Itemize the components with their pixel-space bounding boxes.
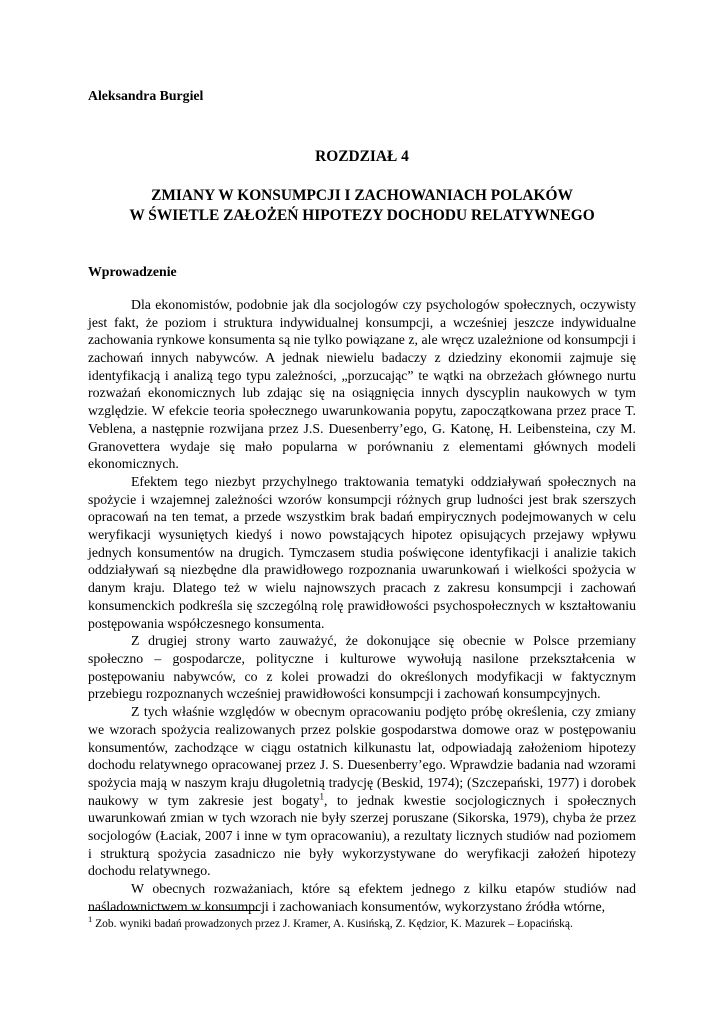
body-text — [88, 296, 636, 916]
paragraph-4 — [88, 703, 636, 880]
chapter-title-line-2: W ŚWIETLE ZAŁOŻEŃ HIPOTEZY DOCHODU RELATYWNEGO — [129, 206, 595, 224]
chapter-title — [88, 186, 636, 225]
section-heading: Wprowadzenie — [88, 264, 177, 280]
footnote-marker: 1 — [88, 914, 93, 925]
footnote — [88, 914, 636, 931]
chapter-title-line-1: ZMIANY W KONSUMPCJI I ZACHOWANIACH POLAKÓW — [151, 187, 573, 205]
paragraph-1: Dla ekonomistów, podobnie jak dla socjologów czy psychologów społecznych, oczywisty jest fakt, że poziom i struktura indywidualnej konsumpcji, a wcześniej jeszcze indywidualne zachowania rynkowe konsumenta są nie tylko powiązane z, ale wręcz uzależnione od konsumpcji i zachowań innych nabywców. A jednak niewielu badaczy z dziedziny ekonomii zajmuje się identyfikacją i analizą tego typu zależności, „porzucając” te wątki na obrzeżach głównego nurtu rozważań ekonomicznych lub zdając się na osiągnięcia innych dyscyplin naukowych w tym względzie. W efekcie teoria społecznego uwarunkowania popytu, zapoczątkowana przez prace T. Veblena, a następnie rozwijana przez J.S. Duesenberry’ego, G. Katonę, H. Leibensteina, czy M. Granovettera wydaje się mało popularna w porównaniu z elementami głównych modeli ekonomicznych. — [88, 296, 636, 472]
footnote-separator — [88, 910, 260, 911]
chapter-heading: ROZDZIAŁ 4 — [315, 147, 409, 165]
paragraph-4-text-b: , to jednak kwestie socjologicznych i społecznych uwarunkowań zmian w tych wzorach nie były szerzej poruszane (Sikorska, 1979), chyba że przez socjologów (Łaciak, 2007 i inne w tym opracowaniu), a rezultaty licznych studiów nad poziomem i strukturą spożycia zasadniczo nie były wykorzystywane do weryfikacji założeń hipotezy dochodu relatywnego. — [88, 792, 636, 879]
paragraph-4-text-a: Z tych właśnie względów w obecnym opracowaniu podjęto próbę określenia, czy zmiany we wzorach spożycia realizowanych przez polskie gospodarstwa domowe oraz w postępowaniu konsumentów, zachodzące w ciągu ostatnich kilkunastu lat, odpowiadają założeniom hipotezy dochodu relatywnego opracowanej przez J. S. Duesenberry’ego. Wprawdzie badania nad wzorami spożycia mają w naszym kraju długoletnią tradycję (Beskid, 1974); (Szczepański, 1977) i dorobek naukowy w tym zakresie jest bogaty — [88, 704, 636, 808]
author-name: Aleksandra Burgiel — [88, 88, 204, 103]
paragraph-5: W obecnych rozważaniach, które są efektem jednego z kilku etapów studiów nad naśladownictwem w konsumpcji i zachowaniach konsumentów, wykorzystano źródła wtórne, — [88, 881, 636, 914]
paragraph-3: Z drugiej strony warto zauważyć, że dokonujące się obecnie w Polsce przemiany społeczno – gospodarcze, polityczne i kulturowe wywołują nasilone przekształcenia w postępowaniu nabywców, co z kolei prowadzi do określonych modyfikacji w faktycznym przebiegu rozpoznanych wcześniej prawidłowości konsumpcji i zachowań konsumpcyjnych. — [88, 633, 636, 702]
paragraph-2: Efektem tego niezbyt przychylnego traktowania tematyki oddziaływań społecznych na spożycie i wzajemnej zależności wzorów konsumpcji różnych grup ludności jest brak szerszych opracowań na ten temat, a przede wszystkim brak badań empirycznych podejmowanych w celu weryfikacji wysuniętych kiedyś i nowo powstających hipotez opisujących przejawy wpływu jednych konsumentów na drugich. Tymczasem studia poświęcone identyfikacji i analizie takich oddziaływań są niezbędne dla prawidłowego rozpoznania uwarunkowań i wielkości spożycia w danym kraju. Dlatego też w wielu najnowszych pracach z zakresu konsumpcji i zachowań konsumenckich podkreśla się szczególną rolę prawidłowości psychospołecznych w kształtowaniu postępowania współczesnego konsumenta. — [88, 473, 636, 631]
footnote-reference[interactable]: 1 — [319, 791, 325, 802]
footnote-text: Zob. wyniki badań prowadzonych przez J. Kramer, A. Kusińską, Z. Kędzior, K. Mazurek – Łopacińską. — [92, 918, 573, 930]
